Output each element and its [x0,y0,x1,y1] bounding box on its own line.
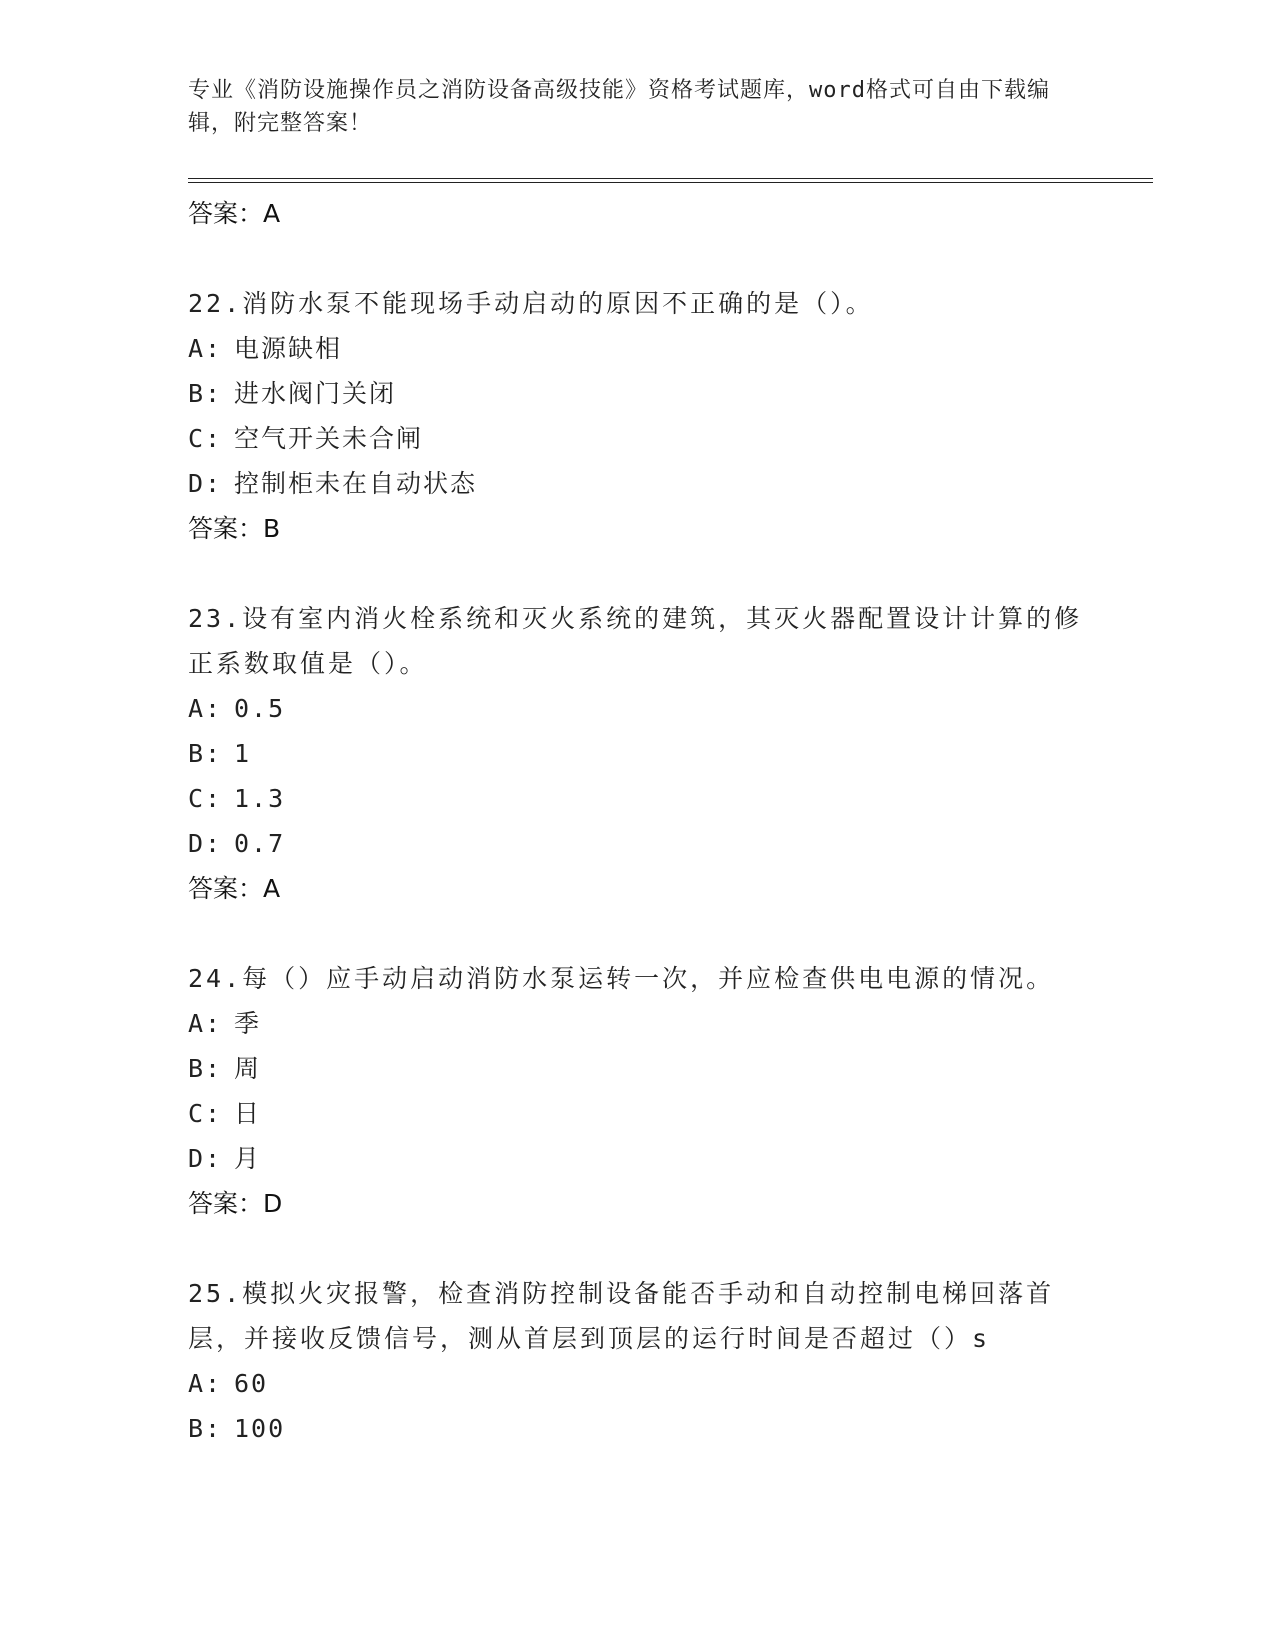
option-b [188,371,1088,416]
option-text: 60 [234,1369,269,1398]
answer-line: 答案：A [188,874,281,903]
option-key: A: [188,694,223,723]
option-text: 季 [234,1009,262,1038]
option-b [188,731,1088,776]
option-key: C: [188,1099,223,1128]
question-23 [188,596,1088,911]
option-d [188,821,1088,866]
question-25 [188,1271,1088,1451]
option-b [188,1406,1088,1451]
option-key: D: [188,829,223,858]
option-a [188,686,1088,731]
question-text: 25.模拟火灾报警，检查消防控制设备能否手动和自动控制电梯回落首层，并接收反馈信号，测从首层到顶层的运行时间是否超过（）s [188,1279,1055,1353]
option-key: B: [188,379,223,408]
option-c [188,1091,1088,1136]
option-key: B: [188,1054,223,1083]
document-header: 专业《消防设施操作员之消防设备高级技能》资格考试题库，word格式可自由下载编辑，附完整答案！ [188,78,1050,136]
option-b [188,1046,1088,1091]
question-text: 24.每（）应手动启动消防水泵运转一次，并应检查供电电源的情况。 [188,964,1055,993]
option-text: 周 [234,1054,262,1083]
option-text: 1 [234,739,252,768]
option-d [188,461,1088,506]
option-text: 月 [234,1144,262,1173]
option-text: 100 [234,1414,286,1443]
option-key: B: [188,739,223,768]
option-key: A: [188,334,223,363]
option-text: 进水阀门关闭 [234,379,397,408]
option-text: 日 [234,1099,262,1128]
question-24 [188,956,1088,1226]
option-a [188,1361,1088,1406]
answer-line: 答案：D [188,1189,283,1218]
option-text: 0.7 [234,829,286,858]
option-key: B: [188,1414,223,1443]
option-key: A: [188,1009,223,1038]
option-key: D: [188,469,223,498]
question-text: 22.消防水泵不能现场手动启动的原因不正确的是（）。 [188,289,874,318]
question-22 [188,281,1088,551]
option-d [188,1136,1088,1181]
option-c [188,776,1088,821]
option-key: D: [188,1144,223,1173]
option-text: 空气开关未合闸 [234,424,424,453]
option-key: A: [188,1369,223,1398]
option-text: 0.5 [234,694,286,723]
answer-line: 答案：B [188,514,281,543]
option-text: 1.3 [234,784,286,813]
option-a [188,326,1088,371]
header-divider [188,178,1153,183]
option-a [188,1001,1088,1046]
question-text: 23.设有室内消火栓系统和灭火系统的建筑，其灭火器配置设计计算的修正系数取值是（）。 [188,604,1083,678]
answer-line: 答案：A [188,199,281,228]
option-c [188,416,1088,461]
question-list [188,191,1088,1451]
option-key: C: [188,424,223,453]
option-text: 电源缺相 [234,334,343,363]
option-key: C: [188,784,223,813]
option-text: 控制柜未在自动状态 [234,469,478,498]
